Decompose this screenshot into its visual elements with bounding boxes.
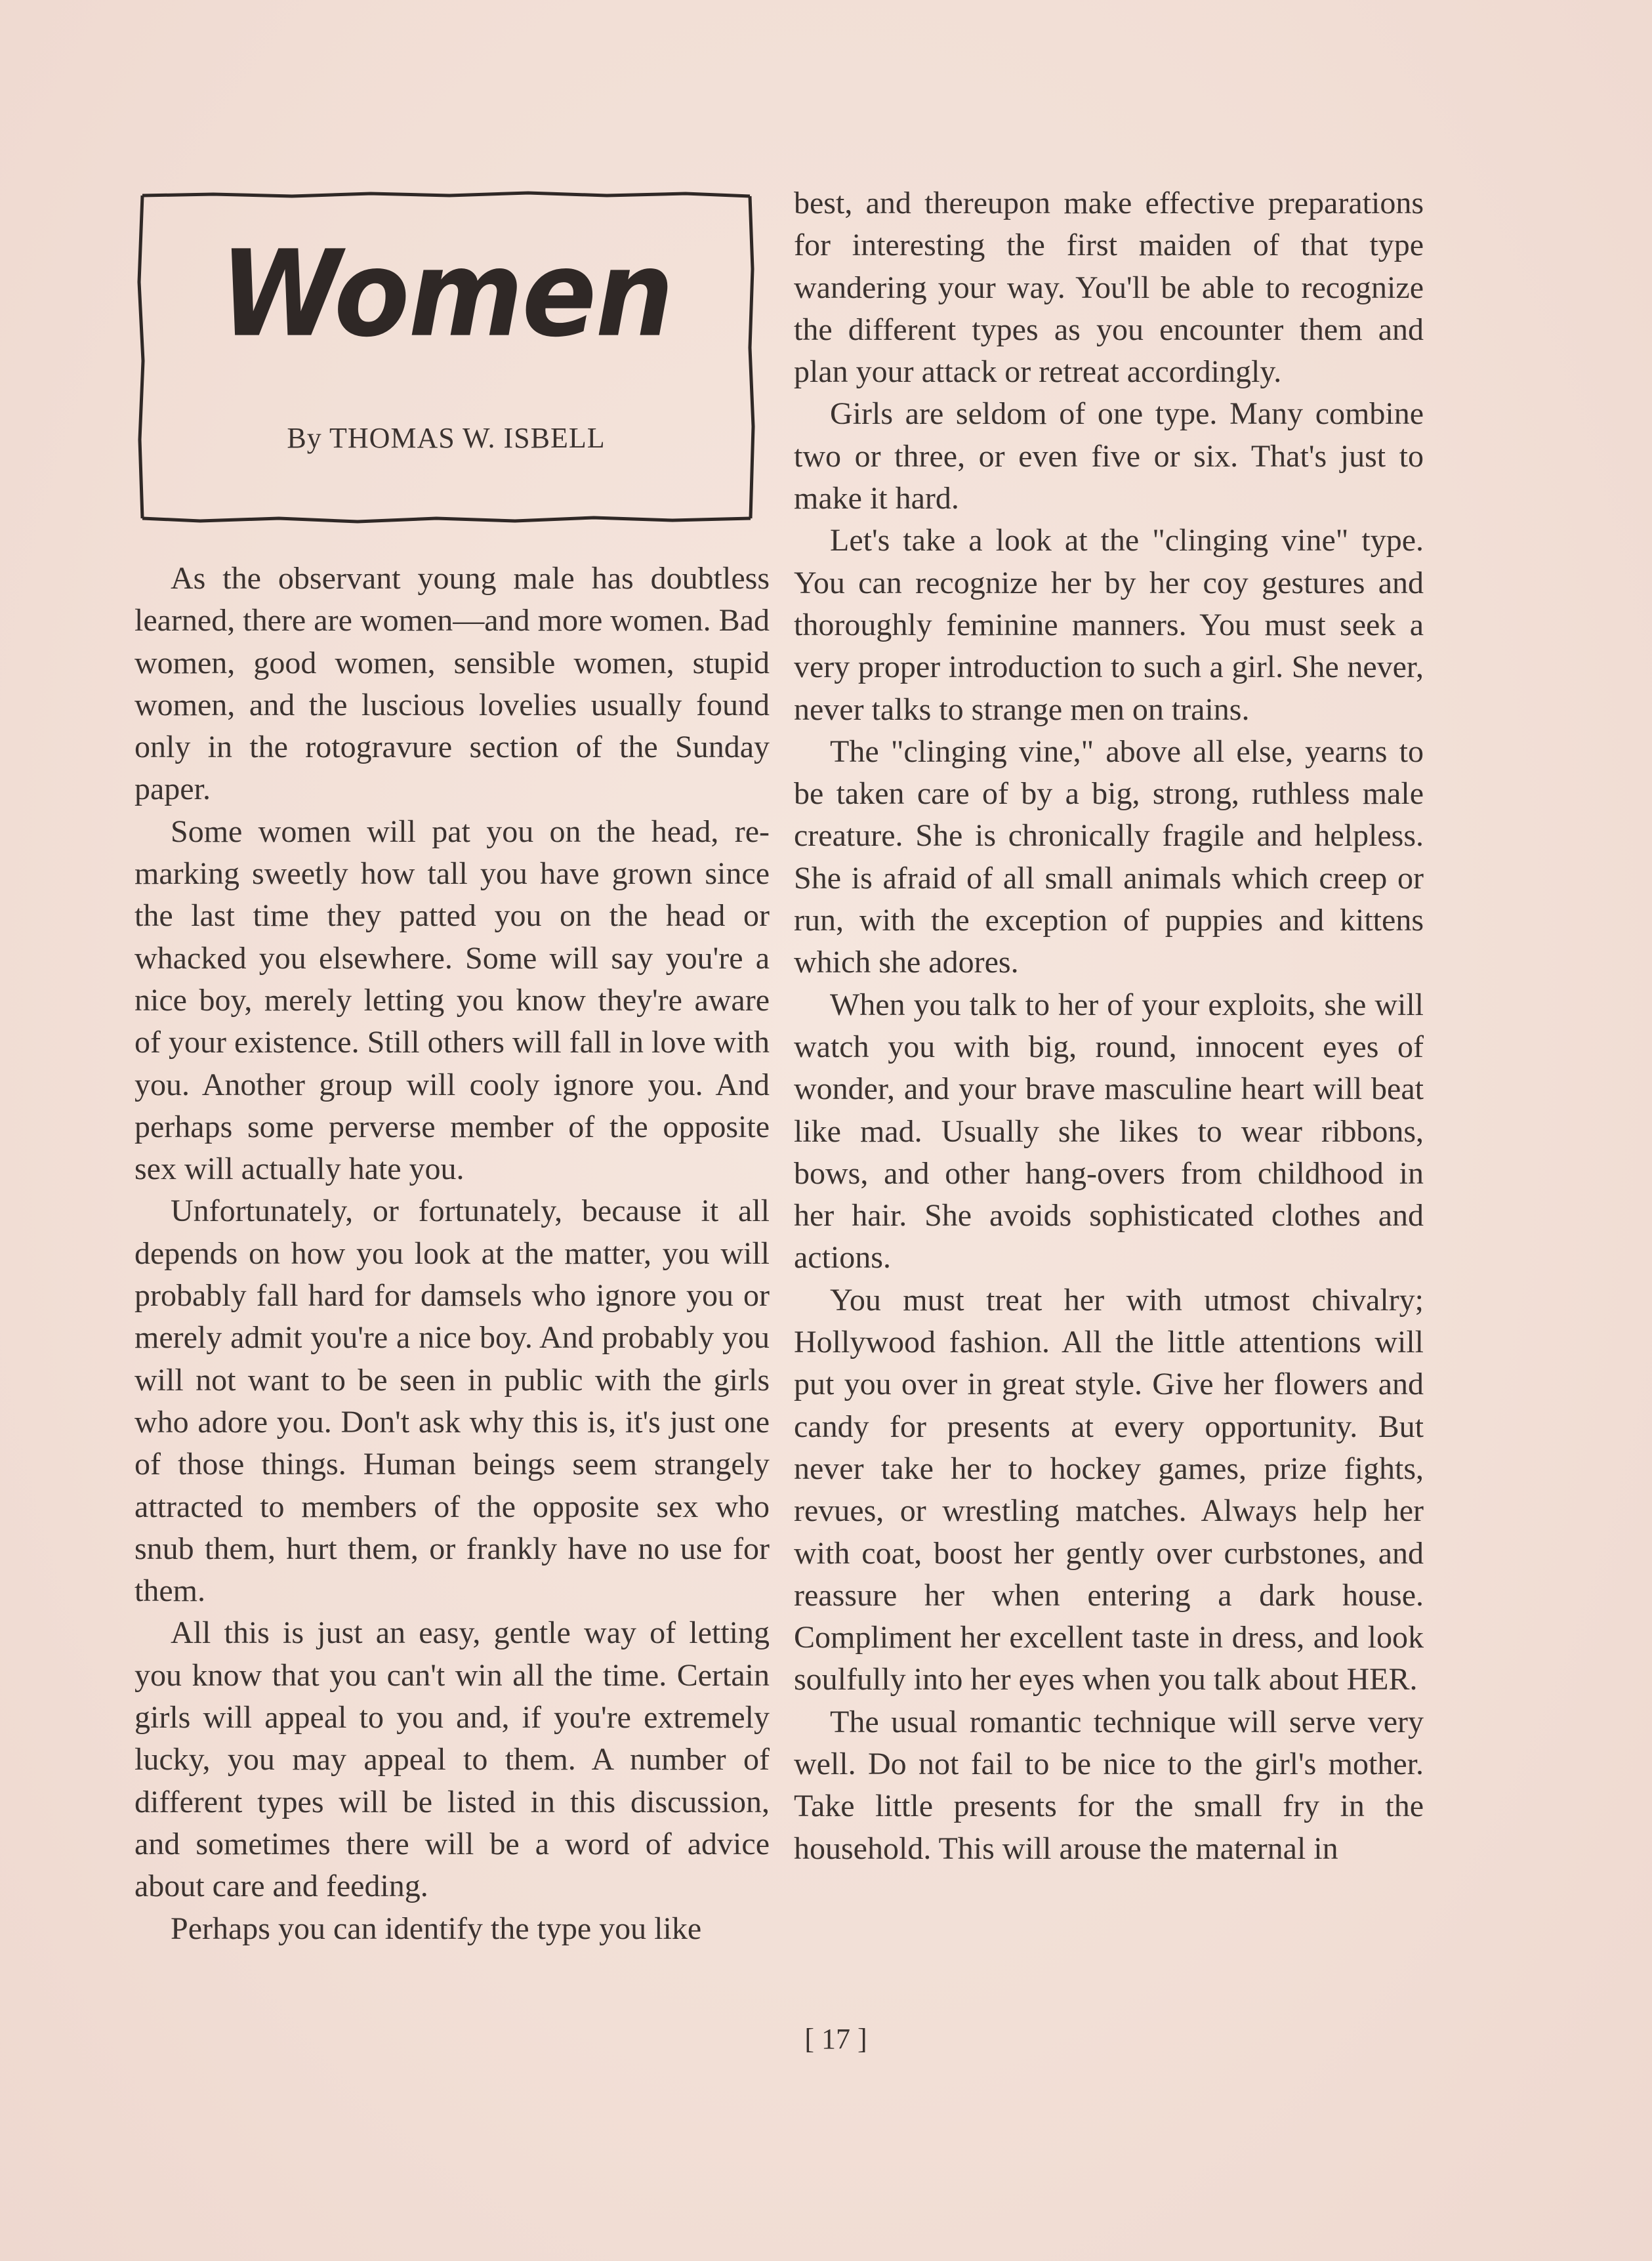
article-byline: By THOMAS W. ISBELL <box>287 422 606 454</box>
paragraph: When you talk to her of your exploits, she will watch you with big, round, innocent eyes of wonder, and your brave masculine heart will beat like mad. Usually she likes to wear ribbons, bows, and other hang-overs from childhood in her hair. She avoids sophisticated clothes and actions. <box>794 987 1424 1276</box>
paragraph-continuation: best, and thereupon make effective preparations for interesting the first maiden of that type wandering your way. You'll be able to recognize the different types as you encounter them and plan your attack or retreat accordingly. <box>794 186 1424 390</box>
paragraph: The "clinging vine," above all else, yearns to be taken care of by a big, strong, ruthless male creature. She is chronically fragile and helpless. She is afraid of all small animals which creep or run, with the exception of puppies and kittens which she adores. <box>794 734 1424 980</box>
left-column <box>134 558 770 1950</box>
paragraph: All this is just an easy, gentle way of letting you know that you can't win all the time. Certain girls will appeal to you and, if you're extremely lucky, you may appeal to them. A number of different types will be listed in this discussion, and sometimes there will be a word of advice about care and feeding. <box>134 1615 770 1904</box>
paragraph: You must treat her with utmost chivalry; Hollywood fashion. All the little attentions will put you over in great style. Give her flowers and candy for presents at every opportunity. But never take her to hockey games, prize fights, revues, or wrestling matches. Always help her with coat, boost her gently over curbstones, and reassure her when entering a dark house. Compliment her excellent taste in dress, and look soulfully into her eyes when you talk about HER. <box>794 1282 1424 1697</box>
paragraph: Girls are seldom of one type. Many combine two or three, or even five or six. That's just to make it hard. <box>794 396 1424 516</box>
article-title: Women <box>219 224 673 363</box>
page-number <box>0 2022 1652 2056</box>
paragraph: Unfortunately, or fortunately, because it all depends on how you look at the matter, you will probably fall hard for damsels who ignore you or merely admit you're a nice boy. And probably you will not want to be seen in public with the girls who adore you. Don't ask why this is, it's just one of those things. Human beings seem strangely attracted to members of the opposite sex who snub them, hurt them, or frankly have no use for them. <box>134 1193 770 1609</box>
title-box <box>134 190 758 525</box>
right-column <box>794 182 1424 1870</box>
paragraph: Some women will pat you on the head, remarking sweetly how tall you have grown since the last time they patted you on the head or whacked you elsewhere. Some will say you're a nice boy, merely letting you know they're aware of your existence. Still others will fall in love with you. Another group will cooly ignore you. And perhaps some perverse member of the opposite sex will actually hate you. <box>134 814 770 1187</box>
paragraph: Perhaps you can identify the type you like <box>171 1911 702 1946</box>
paragraph: As the observant young male has doubtless learned, there are women—and more women. Bad women, good women, sensible women, stupid women, and the luscious lovelies usually found only in the rotogravure section of the Sunday paper. <box>134 561 770 807</box>
paragraph: Let's take a look at the "clinging vine" type. You can recognize her by her coy gestures and thoroughly feminine manners. You must seek a very proper introduction to such a girl. She never, never talks to strange men on trains. <box>794 523 1424 727</box>
paragraph: The usual romantic technique will serve very well. Do not fail to be nice to the girl's mother. Take little presents for the small fry in the household. This will arouse the maternal in <box>794 1704 1424 1866</box>
page-number-text: [ 17 ] <box>804 2023 867 2055</box>
